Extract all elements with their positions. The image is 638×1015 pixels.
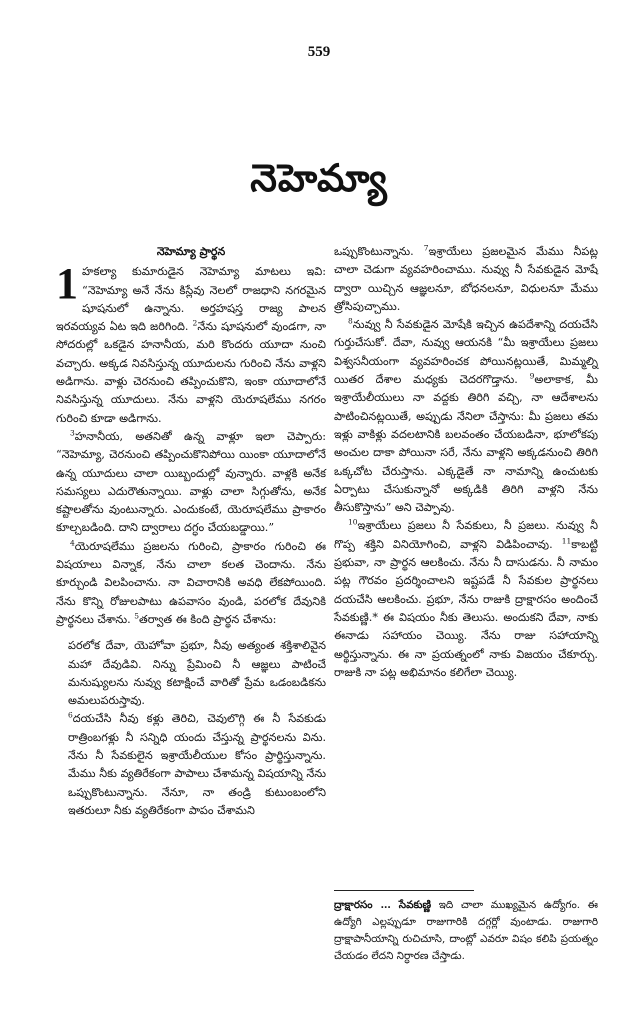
footnote bbox=[334, 897, 598, 965]
footnote-divider bbox=[334, 890, 474, 891]
poetry-stanza bbox=[68, 710, 326, 820]
verse-text: నేను షూషనులో వుండగా, నా సోదరుల్లో ఒకడైన హనానీయ, మరి కొందరు యూదా నుంచి వచ్చారు. అక్కడ నివసిస్తున్న యూదులను గురించి నేను వాళ్లని అడిగాను. వాళ్లు చెరనుంచి తప్పించుకొని, ఇంకా యూదాలోనే నివసిస్తున్న యూదులు. నేను వాళ్లని యెరూషలేము నగరం గురించి కూడా అడిగాను. bbox=[56, 320, 326, 425]
verse-text: యెరూషలేము ప్రజలను గురించి, ప్రాకారం గురించి ఈ విషయాలు విన్నాక, నేను చాలా కలత చెందాను. నేను కూర్చుండి విలపించాను. నా విచారానికి అవధి లేకపోయింది. నేను కొన్ని రోజులపాటు ఉపవాసం వుండి, పరలోక దేవునికి ప్రార్థనలు చేశాను. bbox=[56, 539, 326, 626]
verse-text: నువ్వు నీ సేవకుడైన మోషేకి ఇచ్చిన ఉపదేశాన్ని దయచేసి గుర్తుచేసుకో. దేవా, నువ్వు ఆయనకి “మీ ఇశ్రాయేలు ప్రజలు విశ్వసనీయంగా వ్యవహరించక పోయినట్లయితే, మిమ్మల్ని యితర దేశాల మధ్యకు చెదరగొడ్తాను. bbox=[334, 318, 598, 387]
left-column bbox=[56, 243, 326, 820]
section-heading: నెహెమ్యా ప్రార్థన bbox=[156, 245, 226, 258]
paragraph-verse-3 bbox=[56, 428, 326, 538]
footnote-term: ద్రాక్షారసం … సేవకుణ్ణి bbox=[334, 899, 432, 911]
poetry-stanza: పరలోక దేవా, యెహోవా ప్రభూ, నీవు అత్యంత శక్తిశాలివైన మహా దేవుడివి. నిన్ను ప్రేమించి నీ ఆజ్ఞలు పాటించే మనుష్యులను నువ్వు కటాక్షించే వారితో ప్రేమ ఒడంబడికను అమలుపరుస్తావు. bbox=[68, 639, 326, 708]
verse-text: ఇశ్రాయేలు ప్రజలమైన మేము నీపట్ల చాలా చెడుగా వ్యవహరించాము. నువ్వు నీ సేవకుడైన మోషే ద్వారా యిచ్చిన ఆజ్ఞలనూ, బోధనలనూ, విధులనూ మేము త్రోసిపుచ్చాము. bbox=[334, 245, 598, 313]
verse-number: 5 bbox=[134, 611, 140, 621]
paragraph-verse-7 bbox=[334, 243, 598, 316]
verse-text: ఇశ్రాయేలు ప్రజలు నీ సేవకులు, నీ ప్రజలు. నువ్వు నీ గొప్ప శక్తిని వినియోగించి, వాళ్లని విడిపించావు. bbox=[334, 519, 598, 551]
footnote-text: ఇది చాలా ముఖ్యమైన ఉద్యోగం. ఈ ఉద్యోగి ఎల్లప్పుడూ రాజుగారికి దగ్గర్లో వుంటాడు. రాజుగారి ద్రాక్షాపానీయాన్ని రుచిచూసి, దాంట్లో ఎవరూ విషం కలిపి ప్రయత్నం చేయడం లేదని నిర్ధారణ చేస్తాడు. bbox=[334, 899, 598, 962]
page-number: 559 bbox=[307, 44, 331, 60]
paragraph-verse-1 bbox=[56, 259, 326, 428]
verse-number: 7 bbox=[423, 243, 429, 253]
paragraph-verse-8 bbox=[334, 316, 598, 517]
prayer-poetry bbox=[68, 637, 326, 820]
paragraph-verse-10 bbox=[334, 517, 598, 682]
verse-text: కాబట్టి ప్రభువా, నా ప్రార్థన ఆలకించు. నేను నీ దాసుడను. నీ నామం పట్ల గౌరవం ప్రదర్శించాలని ఇష్టపడే నీ సేవకుల ప్రార్థనలు దయచేసి ఆలకించు. ప్రభూ, నేను రాజుకి ద్రాక్షారసం అందించే సేవకుణ్ణి.* ఈ విషయం నీకు తెలుసు. అందుకని దేవా, నాకు ఈనాడు సహాయం చెయ్యి. నేను రాజు సహాయాన్ని అర్థిస్తున్నాను. ఈ నా ప్రయత్నంలో నాకు విజయం చేకూర్చు. రాజుకి నా పట్ల అభిమానం కలిగేలా చెయ్యి. bbox=[334, 537, 598, 679]
verse-text: దయచేసి నీవు కళ్లు తెరిచి, చెవులొగ్గి ఈ నీ సేవకుడు రాత్రింబగళ్లు నీ సన్నిధి యందు చేస్తున్న ప్రార్థనలను విను. నేను నీ సేవకులైన ఇశ్రాయేలీయుల కోసం ప్రార్థిస్తున్నాను. మేము నీకు వ్యతిరేకంగా పాపాలు చేశామన్న విషయాన్ని నేను ఒప్పుకొంటున్నాను. నేనూ, నా తండ్రి కుటుంబంలోని ఇతరులూ నీకు వ్యతిరేకంగా పాపం చేశామని bbox=[68, 712, 326, 817]
verse-text: హనానీయ, అతనితో ఉన్న వాళ్లూ ఇలా చెప్పారు: “నెహెమ్యా, చెరనుంచి తప్పించుకొనిపోయి యింకా యూదాలోనే ఉన్న యూదులు చాలా యిబ్బందుల్లో వున్నారు. వాళ్లకి అనేక సమస్యలు ఎదురౌతున్నాయి. వాళ్లు చాలా సిగ్గుతోను, అనేక కష్టాలతోను వుంటున్నారు. ఎందుకంటే, యెరూషలేము ప్రాకారం కూల్చబడింది. దాని ద్వారాలు దగ్ధం చేయబడ్డాయి.” bbox=[56, 429, 326, 535]
chapter-number: 1 bbox=[56, 259, 78, 309]
verse-text: ఒప్పుకొంటున్నాను. bbox=[334, 245, 424, 258]
verse-text: హకల్యా కుమారుడైన నెహెమ్యా మాటలు ఇవి: “నెహెమ్యా అనే నేను కిస్లేవు నెలలో రాజధాని నగరమైన షూషనులో ఉన్నాను. అర్తహషస్త రాజ్య పాలన ఇరవయ్యవ ఏట ఇది జరిగింది. bbox=[56, 265, 326, 334]
verse-number: 8 bbox=[348, 316, 353, 326]
right-column bbox=[334, 243, 598, 682]
verse-number: 10 bbox=[348, 517, 358, 527]
verse-text: అలాకాక, మీ ఇశ్రాయేలీయులు నా వద్దకు తిరిగి వచ్చి, నా ఆదేశాలను పాటించినట్లయితే, అప్పుడు నేనిలా చేస్తాను: మీ ప్రజలు తమ ఇళ్లు వాకిళ్లు వదలటానికి బలవంతం చేయబడినా, భూలోకపు అంచుల దాకా పోయినా సరే, నేను వాళ్లని అక్కడనుంచి తిరిగి ఒక్కచోట చేరుస్తాను. ఎక్కడైతే నా నామాన్ని ఉంచుటకు ఏర్పాటు చేసుకున్నానో అక్కడికి తిరిగి వాళ్లని నేను తీసుకొస్తాను” అని చెప్పావు. bbox=[334, 373, 598, 515]
paragraph-verse-4 bbox=[56, 538, 326, 629]
verse-number: 9 bbox=[529, 371, 535, 381]
verse-number: 11 bbox=[561, 536, 572, 546]
verse-number: 6 bbox=[68, 710, 73, 720]
verse-number: 2 bbox=[192, 318, 198, 328]
verse-number: 3 bbox=[70, 428, 75, 438]
verse-text: తర్వాత ఈ కింది ప్రార్థన చేశాను: bbox=[139, 612, 277, 626]
verse-number: 4 bbox=[70, 538, 75, 548]
book-title: నెహెమ్యా bbox=[250, 155, 388, 200]
